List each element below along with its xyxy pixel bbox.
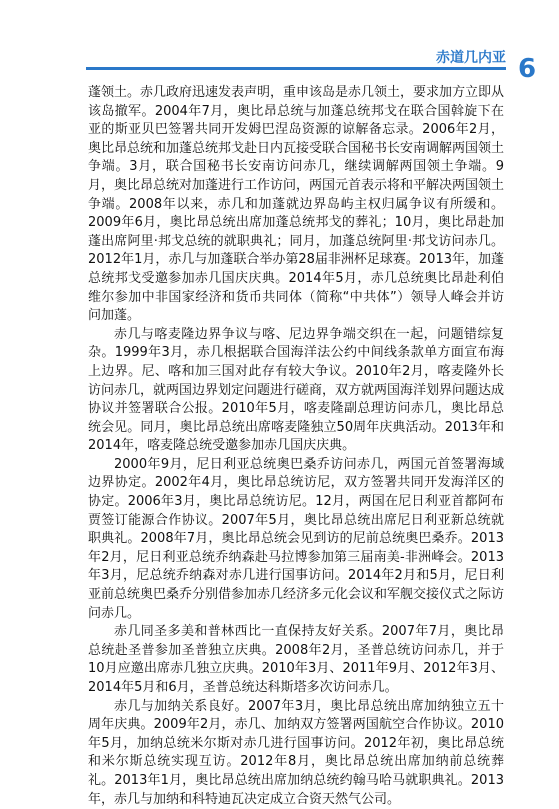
paragraph-5: 赤几与加纳关系良好。2007年3月，奥比昂总统出席加纳独立五十周年庆典。2009年2月，赤几、加纳双方签署两国航空合作协议。2010年5月，加纳总统米尔斯对赤几进行国事访问。2012年初，奥比昂总统和米尔斯总统实现互访。2012年8月，奥比昂总统出席加纳前总统葬礼。2013年1月，奥比昂总统出席加纳总统约翰马哈马就职典礼。2013年，赤几与加纳和科特迪瓦决定成立合资天然气公司。	[88, 698, 504, 807]
paragraph-1: 蓬领土。赤几政府迅速发表声明，重申该岛是赤几领土，要求加方立即从该岛撤军。2004年7月，奥比昂总统与加蓬总统邦戈在联合国斡旋下在亚的斯亚贝巴签署共同开发姆巴涅岛资源的谅解备忘录。2006年2月，奥比昂总统和加蓬总统邦戈赴日内瓦接受联合国秘书长安南调解两国领土争端。3月，联合国秘书长安南访问赤几，继续调解两国领土争端。9月，奥比昂总统对加蓬进行工作访问，两国元首表示将和平解决两国领土争端。2008年以来，赤几和加蓬就边界岛屿主权归属争议有所缓和。2009年6月，奥比昂总统出席加蓬总统邦戈的葬礼；10月，奥比昂赴加蓬出席阿里·邦戈总统的就职典礼；同月，加蓬总统阿里·邦戈访问赤几。2012年1月，赤几与加蓬联合举办第28届非洲杯足球赛。2013年，加蓬总统邦戈受邀参加赤几国庆庆典。2014年5月，赤几总统奥比昂赴利伯维尔参加中非国家经济和货币共同体（简称“中共体”）领导人峰会并访问加蓬。	[88, 85, 505, 324]
paragraph-3: 2000年9月，尼日利亚总统奥巴桑乔访问赤几，两国元首签署海域边界协定。2002年4月，奥比昂总统访尼，双方签署共同开发海洋区的协定。2006年3月，奥比昂总统访尼。12月，两国在尼日利亚首都阿布贾签订能源合作协议。2007年5月，奥比昂总统出席尼日利亚新总统就职典礼。2008年7月，奥比昂总统会见到访的尼前总统奥巴桑乔。2013年2月，尼日利亚总统乔纳森赴马拉博参加第三届南美-非洲峰会。2013年3月，尼总统乔纳森对赤几进行国事访问。2014年2月和5月，尼日利亚前总统奥巴桑乔分别借参加赤几经济多元化会议和军舰交接仪式之际访问赤几。	[88, 456, 505, 621]
page-header	[0, 0, 559, 84]
page-number: 6	[517, 54, 537, 84]
paragraph-2: 赤几与喀麦隆边界争议与喀、尼边界争端交织在一起，问题错综复杂。1999年3月，赤几根据联合国海洋法公约中间线条款单方面宣布海上边界。尼、喀和加三国对此存有较大争议。2010年2月，喀麦隆外长访问赤几，就两国边界划定问题进行磋商，双方就两国海洋划界问题达成协议并签署联合公报。2010年5月，喀麦隆副总理访问赤几，奥比昂总统会见。同月，奥比昂总统出席喀麦隆独立50周年庆典活动。2013年和2014年，喀麦隆总统受邀参加赤几国庆庆典。	[88, 326, 505, 454]
header-rule	[86, 67, 506, 70]
paragraph-4: 赤几同圣多美和普林西比一直保持友好关系。2007年7月，奥比昂总统赴圣普参加圣普独立庆典。2008年2月，圣普总统访问赤几，并于10月应邀出席赤几独立庆典。2010年3月、2011年9月、2012年3月、2014年5月和6月，圣普总统达科斯塔多次访问赤几。	[88, 624, 504, 695]
chapter-title: 赤道几内亚	[436, 50, 506, 66]
body-text	[88, 84, 504, 809]
